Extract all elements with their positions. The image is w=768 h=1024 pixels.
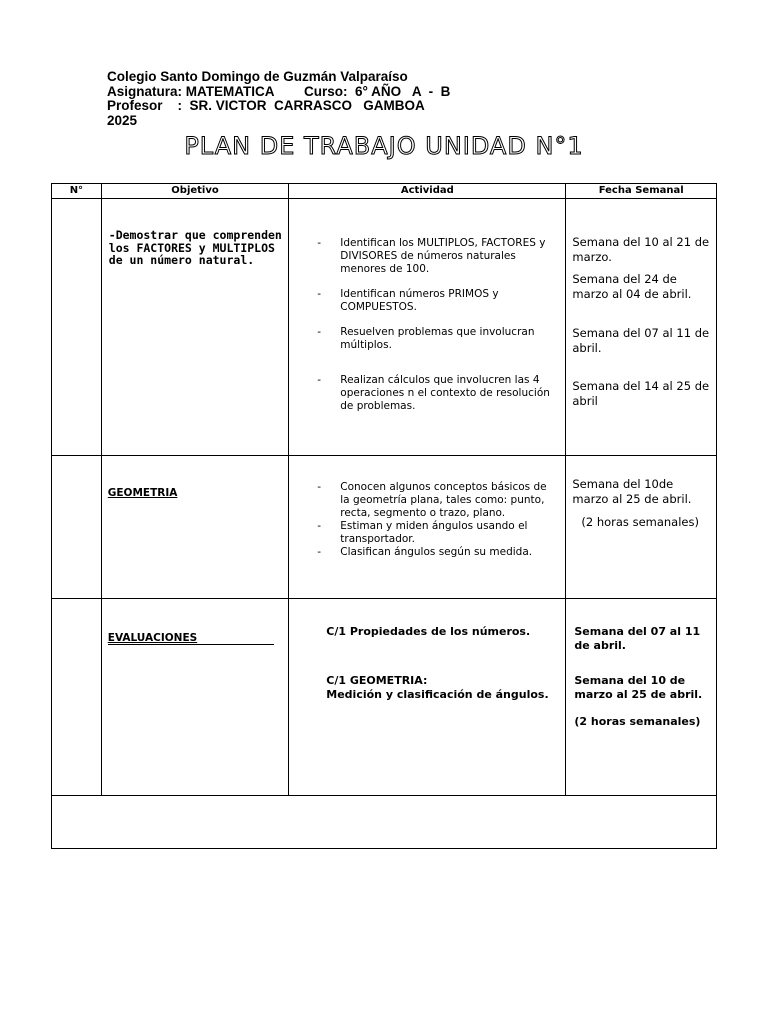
header-n: N° <box>52 184 102 199</box>
year: 2025 <box>107 112 138 128</box>
fecha-item: Semana del 07 al 11 de abril. <box>572 326 710 355</box>
table-row-empty <box>52 796 717 849</box>
header-fecha: Fecha Semanal <box>566 184 717 199</box>
empty-cell <box>52 796 717 849</box>
row3-actividad <box>289 599 566 796</box>
fecha-item: Semana del 14 al 25 de abril <box>572 379 710 408</box>
teacher-line: Profesor : SR. VICTOR CARRASCO GAMBOA <box>107 98 425 113</box>
eval-item: C/1 Propiedades de los números. <box>326 625 531 638</box>
list-item: - Identifican los MULTIPLOS, FACTORES y DIVISORES de números naturales menores de 100. <box>317 237 546 275</box>
table-header-row <box>52 184 717 199</box>
fecha-item: Semana del 07 al 11 de abril. <box>574 625 701 652</box>
list-item: - Resuelven problemas que involucran múltiplos. <box>317 326 535 351</box>
subject-line: Asignatura: MATEMATICA Curso: 6° AÑO A - B <box>107 83 451 99</box>
row2-n <box>52 456 102 599</box>
row1-actividad <box>289 199 566 456</box>
plan-table <box>51 183 717 849</box>
list-item: - Estiman y miden ángulos usando el transportador. <box>317 520 528 545</box>
row2-fecha <box>566 456 717 599</box>
row2-actividad <box>289 456 566 599</box>
row3-n <box>52 599 102 796</box>
fecha-item: Semana del 10 al 21 de marzo. <box>572 235 710 264</box>
row2-activity-list <box>289 481 565 559</box>
table-row <box>52 199 717 456</box>
header-objetivo: Objetivo <box>101 184 289 199</box>
list-item: - Conocen algunos conceptos básicos de la geometría plana, tales como: punto, recta, segmento o trazo, plano. <box>317 481 547 519</box>
document-header <box>107 70 450 128</box>
row2-objetivo <box>101 456 289 599</box>
fecha-item: Semana del 24 de marzo al 04 de abril. <box>572 272 692 301</box>
row3-objetivo <box>101 599 289 796</box>
row2-objetivo-text: GEOMETRIA <box>107 487 178 499</box>
list-item: - Realizan cálculos que involucren las 4 operaciones n el contexto de resolución de problemas. <box>317 374 550 412</box>
fecha-item: Semana del 10 de marzo al 25 de abril. <box>574 674 703 701</box>
fecha-item: Semana del 10de marzo al 25 de abril. <box>572 477 692 506</box>
row1-objetivo-text: -Demostrar que comprenden los FACTORES y MULTIPLOS de un número natural. <box>108 228 282 267</box>
row3-objetivo-text: EVALUACIONES <box>108 632 275 645</box>
row1-activity-list <box>289 237 565 413</box>
page-title <box>0 132 768 160</box>
row1-objetivo <box>101 199 289 456</box>
list-item: - Identifican números PRIMOS y COMPUESTOS. <box>317 288 499 313</box>
eval-item: C/1 GEOMETRIA: <box>326 674 428 687</box>
row1-fecha <box>566 199 717 456</box>
table-row <box>52 456 717 599</box>
header-actividad: Actividad <box>289 184 566 199</box>
list-item: - Clasifican ángulos según su medida. <box>317 546 533 558</box>
table-row <box>52 599 717 796</box>
fecha-item: (2 horas semanales) <box>574 715 701 728</box>
page-title-text: PLAN DE TRABAJO UNIDAD N°1 <box>184 132 584 160</box>
row3-fecha <box>566 599 717 796</box>
fecha-item: (2 horas semanales) <box>581 515 699 529</box>
row1-n <box>52 199 102 456</box>
eval-item: Medición y clasificación de ángulos. <box>326 688 549 701</box>
school-name: Colegio Santo Domingo de Guzmán Valparaíso <box>107 69 408 84</box>
